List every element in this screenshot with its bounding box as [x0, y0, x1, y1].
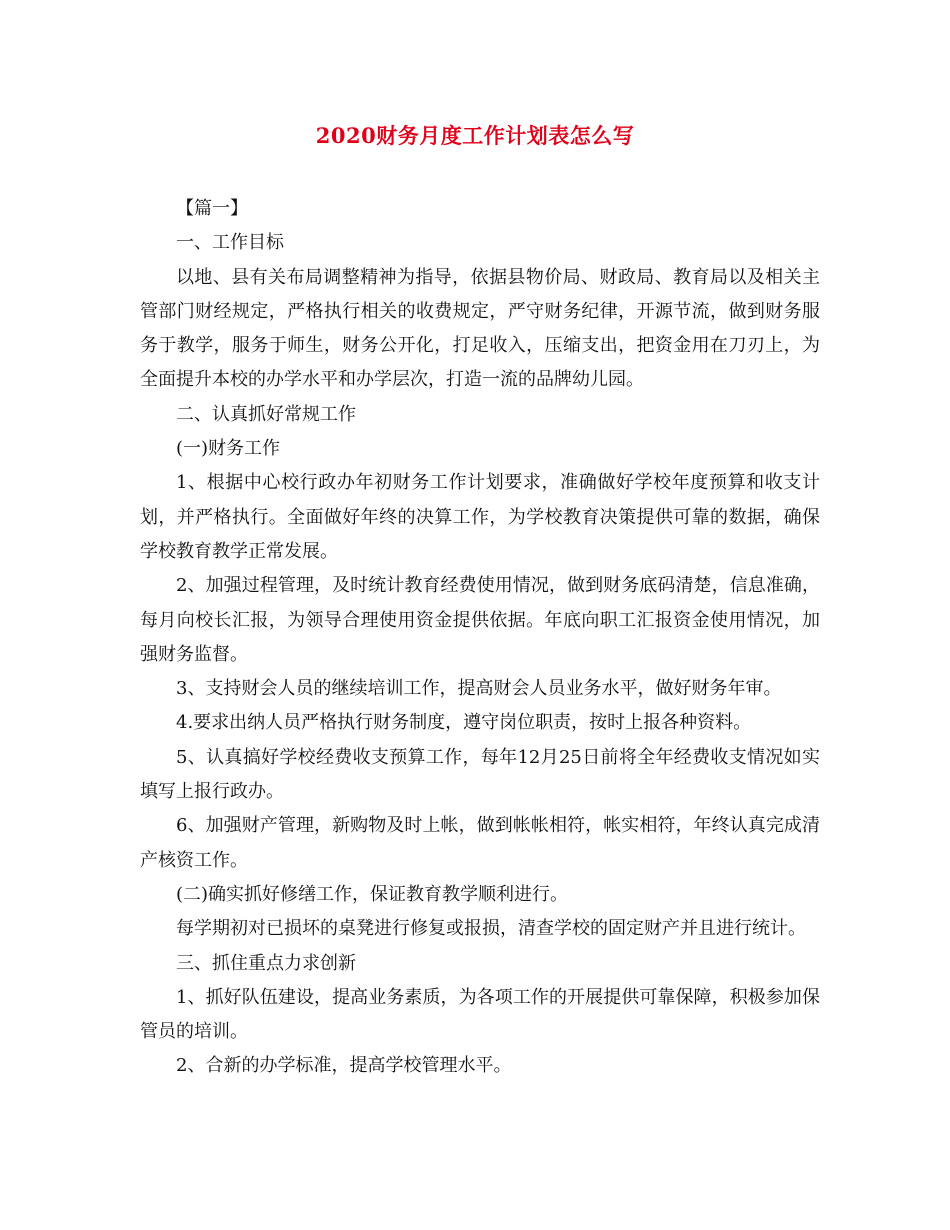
heading-focus-innovation: 三、抓住重点力求创新	[176, 952, 356, 974]
document-body	[140, 192, 820, 1084]
paragraph-item-1: 1、根据中心校行政办年初财务工作计划要求，准确做好学校年度预算和收支计划，并严格执行。全面做好年终的决算工作，为学校教育决策提供可靠的数据，确保学校教育教学正常发展。	[140, 472, 820, 562]
paragraph-item-6: 6、加强财产管理，新购物及时上帐，做到帐帐相符，帐实相符，年终认真完成清产核资工作。	[140, 815, 820, 871]
paragraph-focus-item-2: 2、合新的办学标准，提高学校管理水平。	[176, 1055, 512, 1077]
subheading-repair-work: (二)确实抓好修缮工作，保证教育教学顺利进行。	[176, 883, 569, 905]
paragraph-item-3: 3、支持财会人员的继续培训工作，提高财会人员业务水平，做好财务年审。	[176, 678, 782, 700]
document-title: 2020财务月度工作计划表怎么写	[315, 123, 635, 148]
paragraph-item-2: 2、加强过程管理，及时统计教育经费使用情况，做到财务底码清楚，信息准确，每月向校长汇报，为领导合理使用资金提供依据。年底向职工汇报资金使用情况，加强财务监督。	[140, 575, 820, 665]
heading-work-goals: 一、工作目标	[176, 232, 284, 254]
subheading-finance-work: (一)财务工作	[176, 438, 281, 460]
paragraph-item-5: 5、认真搞好学校经费收支预算工作，每年12月25日前将全年经费收支情况如实填写上报行政办。	[140, 746, 820, 803]
heading-routine-work: 二、认真抓好常规工作	[176, 403, 356, 425]
paragraph-focus-item-1: 1、抓好队伍建设，提高业务素质，为各项工作的开展提供可靠保障，积极参加保管员的培训。	[140, 986, 820, 1043]
section-heading-part-one: 【篇一】	[176, 198, 248, 219]
paragraph-item-4: 4.要求出纳人员严格执行财务制度，遵守岗位职责，按时上报各种资料。	[176, 712, 752, 734]
paragraph-repair-work: 每学期初对已损坏的桌凳进行修复或报损，清查学校的固定财产并且进行统计。	[176, 918, 806, 940]
paragraph-work-goals: 以地、县有关布局调整精神为指导，依据县物价局、财政局、教育局以及相关主管部门财经规定，严格执行相关的收费规定，严守财务纪律，开源节流，做到财务服务于教学，服务于师生，财务公开化，打足收入，压缩支出，把资金用在刀刃上，为全面提升本校的办学水平和办学层次，打造一流的品牌幼儿园。	[140, 266, 820, 391]
